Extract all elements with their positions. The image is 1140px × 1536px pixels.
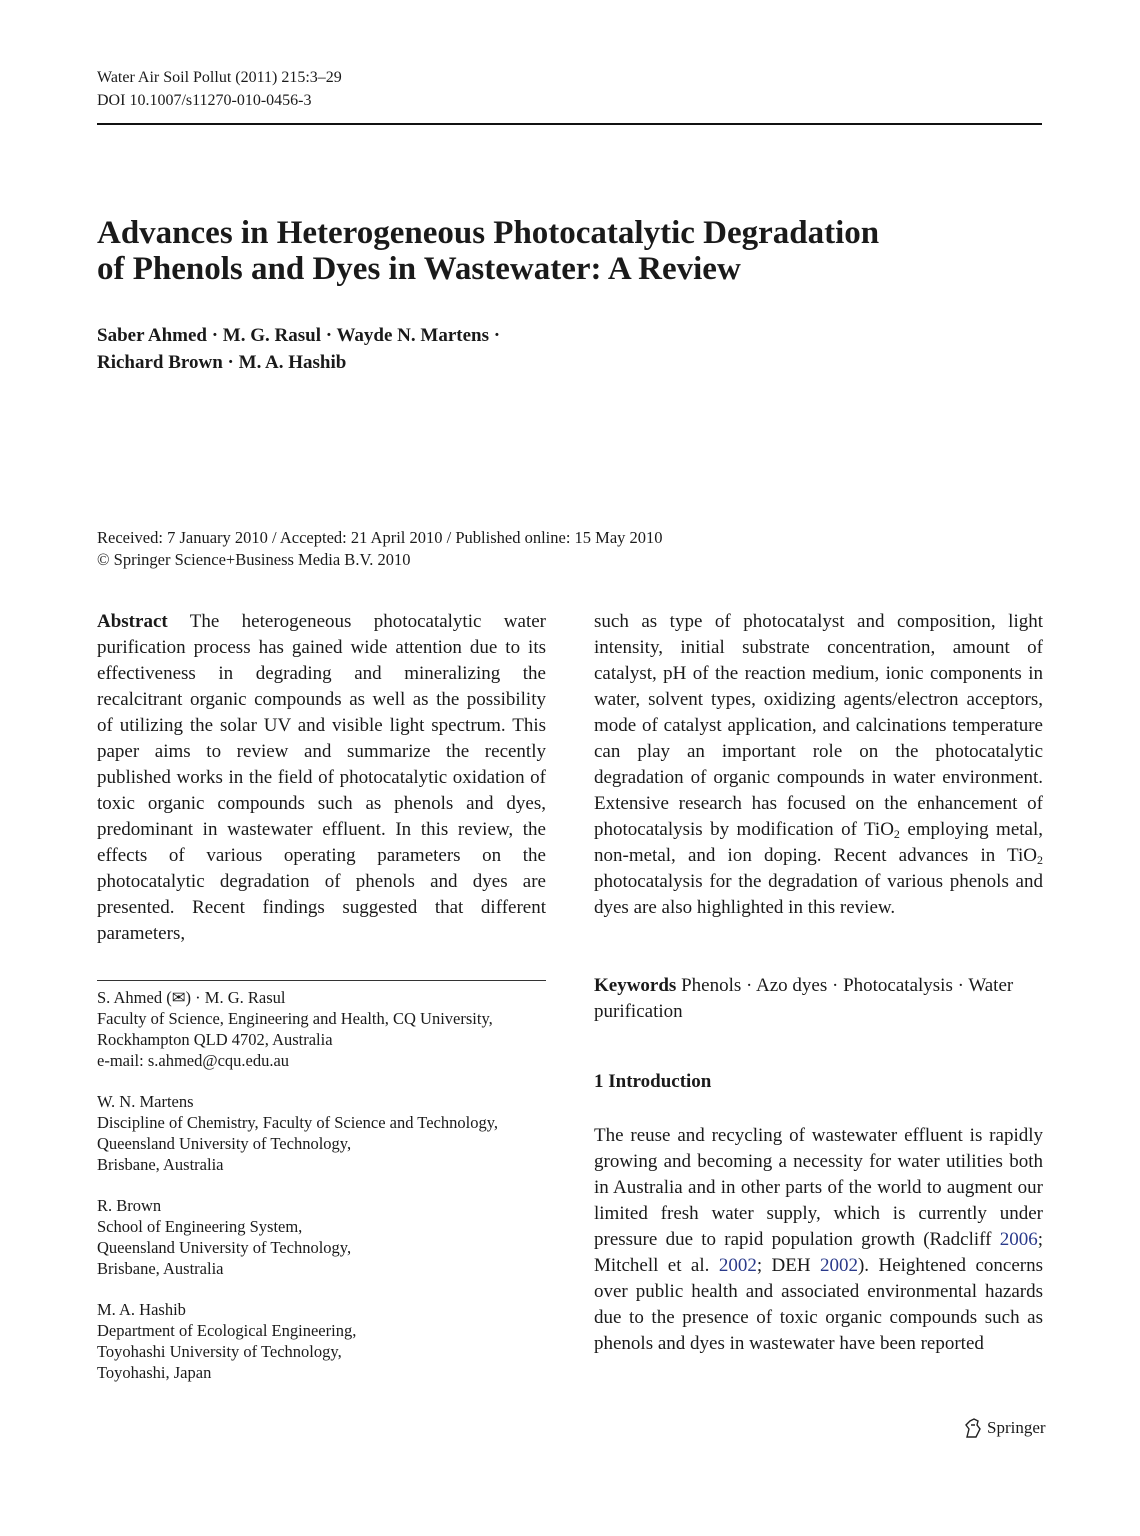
affiliation-line: Toyohashi, Japan bbox=[97, 1363, 212, 1382]
affiliation-line: Department of Ecological Engineering, bbox=[97, 1321, 357, 1340]
accepted-date: Accepted: 21 April 2010 bbox=[279, 528, 443, 547]
subscript-2: 2 bbox=[893, 827, 900, 841]
email-line[interactable]: e-mail: s.ahmed@cqu.edu.au bbox=[97, 1051, 290, 1070]
title-line-1: Advances in Heterogeneous Photocatalytic Degradation bbox=[97, 215, 880, 251]
abstract-paragraph bbox=[97, 609, 546, 947]
affiliation-author: R. Brown bbox=[97, 1196, 162, 1215]
affiliation-line: Rockhampton QLD 4702, Australia bbox=[97, 1030, 333, 1049]
abstract-text-right-c: photocatalysis for the degradation of various phenols and dyes are also highlighted in this review. bbox=[594, 871, 1043, 918]
abstract-text-right-b: employing metal, non-metal, and ion doping. Recent advances in TiO bbox=[594, 819, 1043, 866]
abstract-left-column bbox=[97, 609, 546, 947]
header-rule bbox=[97, 123, 1042, 125]
affiliation-line: Queensland University of Technology, bbox=[97, 1238, 352, 1257]
affiliation-line: Faculty of Science, Engineering and Health, CQ University, bbox=[97, 1009, 493, 1028]
copyright-text: Springer Science+Business Media B.V. 2010 bbox=[113, 550, 411, 569]
springer-horse-icon bbox=[963, 1417, 983, 1439]
affiliation-author: W. N. Martens bbox=[97, 1092, 194, 1111]
abstract-continuation bbox=[594, 609, 1043, 921]
affiliations bbox=[97, 987, 546, 1403]
published-date: Published online: 15 May 2010 bbox=[455, 528, 663, 547]
keywords-text: Phenols · Azo dyes · Photocatalysis · Water purification bbox=[594, 975, 1014, 1022]
abstract-right-column bbox=[594, 609, 1043, 921]
running-head bbox=[97, 66, 342, 112]
affiliation-line: Brisbane, Australia bbox=[97, 1155, 224, 1174]
authors-line-2: Richard Brown · M. A. Hashib bbox=[97, 352, 347, 373]
publisher-logo bbox=[963, 1417, 1046, 1439]
subscript-2: 2 bbox=[1037, 853, 1043, 867]
affiliation-brown bbox=[97, 1195, 546, 1279]
doi: DOI 10.1007/s11270-010-0456-3 bbox=[97, 92, 312, 109]
citation-link[interactable]: 2006 bbox=[999, 1229, 1038, 1250]
affiliation-line: Brisbane, Australia bbox=[97, 1259, 224, 1278]
affiliation-rule bbox=[97, 980, 546, 981]
affiliation-author: S. Ahmed (✉) · M. G. Rasul bbox=[97, 988, 286, 1007]
affiliation-line: Toyohashi University of Technology, bbox=[97, 1342, 342, 1361]
publisher-name: Springer bbox=[987, 1418, 1046, 1437]
affiliation-line: Discipline of Chemistry, Faculty of Science and Technology, bbox=[97, 1113, 499, 1132]
abstract-text-left: The heterogeneous photocatalytic water purification process has gained wide attention due to its effectiveness in degrading and mineralizing the recalcitrant organic compounds as well as the possibility of utilizing the solar UV and visible light spectrum. This paper aims to review and summarize the recently published works in the field of photocatalytic oxidation of toxic organic compounds such as phenols and dyes, predominant in wastewater effluent. In this review, the effects of various operating parameters on the photocatalytic degradation of phenols and dyes are presented. Recent findings suggested that different parameters, bbox=[97, 611, 546, 944]
introduction-paragraph bbox=[594, 1123, 1043, 1357]
affiliation-ahmed-rasul bbox=[97, 987, 546, 1071]
journal-citation: Water Air Soil Pollut (2011) 215:3–29 bbox=[97, 69, 342, 86]
affiliation-line: Queensland University of Technology, bbox=[97, 1134, 352, 1153]
publication-dates: Received: 7 January 2010 / Accepted: 21 April 2010 / Published online: 15 May 2010 © Springer Science+Business Media B.V. 2010 bbox=[97, 528, 663, 569]
citation-link[interactable]: 2002 bbox=[718, 1255, 757, 1276]
paper-title bbox=[97, 215, 997, 287]
intro-text: ; DEH bbox=[756, 1255, 820, 1276]
intro-text: ; Mitchell et al. bbox=[594, 1229, 1043, 1276]
abstract-text-right-a: such as type of photocatalyst and composition, light intensity, initial substrate concentration, amount of catalyst, pH of the reaction medium, ionic components in water, solvent types, oxidizing agents/electron acceptors, mode of catalyst application, and calcinations temperature can play an important role on the photocatalytic degradation of organic compounds in water environment. Extensive research has focused on the enhancement of photocatalysis by modification of TiO bbox=[594, 611, 1043, 840]
copyright-icon: © bbox=[97, 550, 110, 569]
citation-link[interactable]: 2002 bbox=[819, 1255, 858, 1276]
author-list bbox=[97, 322, 697, 376]
abstract-label: Abstract bbox=[97, 611, 168, 632]
title-line-2: of Phenols and Dyes in Wastewater: A Review bbox=[97, 251, 741, 287]
affiliation-hashib bbox=[97, 1299, 546, 1383]
received-date: Received: 7 January 2010 bbox=[97, 528, 268, 547]
intro-text: ). Heightened concerns over public health and associated environmental hazards due to the presence of toxic organic compounds such as phenols and dyes in wastewater have been reported bbox=[594, 1255, 1043, 1354]
intro-text: The reuse and recycling of wastewater effluent is rapidly growing and becoming a necessity for water utilities both in Australia and in other parts of the world to augment our limited fresh water supply, which is currently under pressure due to rapid population growth (Radcliff bbox=[594, 1125, 1043, 1250]
introduction-body bbox=[594, 1123, 1043, 1357]
authors-line-1: Saber Ahmed · M. G. Rasul · Wayde N. Martens · bbox=[97, 325, 501, 346]
section-heading-introduction: 1 Introduction bbox=[594, 1071, 712, 1092]
keywords-label: Keywords bbox=[594, 975, 677, 996]
affiliation-martens bbox=[97, 1091, 546, 1175]
affiliation-line: School of Engineering System, bbox=[97, 1217, 303, 1236]
keywords bbox=[594, 973, 1043, 1025]
affiliation-author: M. A. Hashib bbox=[97, 1300, 186, 1319]
